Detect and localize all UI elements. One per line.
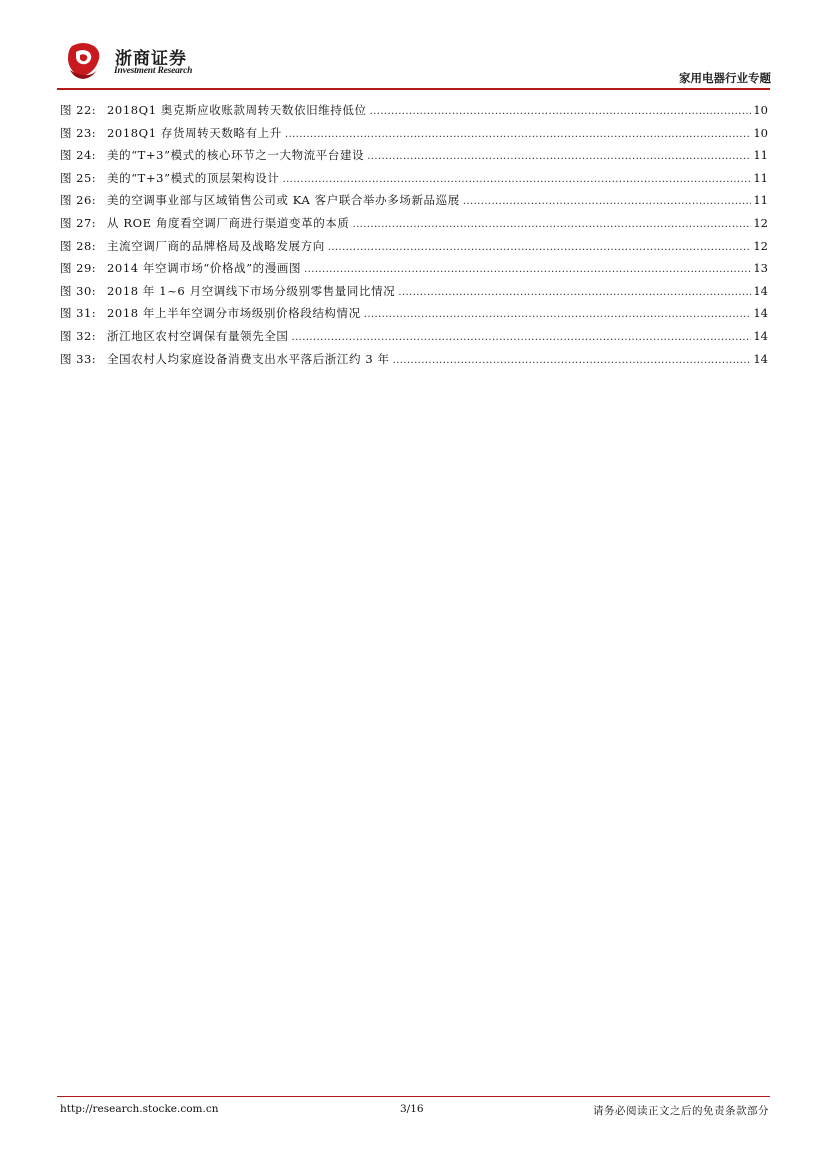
toc-entry[interactable]: [60, 260, 768, 283]
dot-leader: [364, 309, 752, 320]
toc-entry[interactable]: [60, 305, 768, 328]
figure-number: 图 26:: [60, 193, 97, 208]
toc-entry[interactable]: [60, 125, 768, 148]
footer-divider: [57, 1096, 770, 1097]
page-number: 10: [753, 125, 768, 140]
page-number: 12: [753, 215, 768, 230]
page-number: 14: [753, 306, 768, 321]
page-number: 14: [753, 328, 768, 343]
toc-entry[interactable]: [60, 351, 768, 374]
logo-english-name: Investment Research: [114, 66, 193, 76]
page-number: 11: [753, 170, 768, 185]
figure-title: 2018Q1 奥克斯应收账款周转天数依旧维持低位: [107, 103, 367, 117]
page-number: 11: [753, 193, 768, 208]
figure-number: 图 24:: [60, 148, 97, 163]
figure-title: 全国农村人均家庭设备消费支出水平落后浙江约 3 年: [107, 351, 390, 366]
figure-title: 2018 年上半年空调分市场级别价格段结构情况: [107, 306, 361, 321]
dot-leader: [398, 287, 751, 298]
figure-number: 图 33:: [60, 351, 97, 366]
toc-entry[interactable]: [60, 215, 768, 238]
figure-title: 美的空调事业部与区域销售公司或 KA 客户联合举办多场新品巡展: [107, 193, 460, 208]
page-header: [0, 0, 827, 96]
footer-page-number: 3/16: [400, 1103, 424, 1115]
footer-disclaimer: 请务必阅读正文之后的免责条款部分: [593, 1105, 769, 1117]
dot-leader: [463, 196, 752, 207]
figure-title: 从 ROE 角度看空调厂商进行渠道变革的本质: [107, 215, 350, 230]
toc-entry[interactable]: [60, 192, 768, 215]
dot-leader: [353, 219, 752, 230]
figure-title: 2014 年空调市场“价格战”的漫画图: [107, 261, 302, 276]
page-number: 12: [753, 238, 768, 253]
toc-entry[interactable]: [60, 238, 768, 261]
dot-leader: [285, 129, 751, 140]
zheshang-logo-icon: [64, 40, 102, 80]
figure-number: 图 32:: [60, 328, 97, 343]
toc-entry[interactable]: [60, 328, 768, 351]
toc-entry[interactable]: [60, 102, 768, 125]
page-number: 11: [753, 148, 768, 163]
figure-number: 图 27:: [60, 215, 97, 230]
dot-leader: [328, 242, 752, 253]
dot-leader: [282, 174, 751, 185]
dot-leader: [304, 264, 751, 275]
footer-website-link[interactable]: http://research.stocke.com.cn: [60, 1103, 219, 1115]
figure-title: 美的“T+3”模式的顶层架构设计: [107, 170, 280, 185]
page-number: 14: [753, 283, 768, 298]
report-title: 家用电器行业专题: [679, 71, 771, 85]
figure-number: 图 28:: [60, 238, 97, 253]
figure-number: 图 23:: [60, 125, 97, 140]
header-divider: [57, 88, 770, 90]
toc-entry[interactable]: [60, 170, 768, 193]
figure-number: 图 25:: [60, 170, 97, 185]
figure-title: 浙江地区农村空调保有量领先全国: [107, 328, 289, 343]
page-number: 14: [753, 351, 768, 366]
toc-entry[interactable]: [60, 283, 768, 306]
figure-title: 美的“T+3”模式的核心环节之一大物流平台建设: [107, 148, 365, 163]
figure-title: 2018Q1 存货周转天数略有上升: [107, 125, 282, 140]
logo-chinese-name: 浙商证券: [115, 49, 187, 69]
dot-leader: [292, 332, 752, 343]
dot-leader: [367, 151, 751, 162]
figure-title: 主流空调厂商的品牌格局及战略发展方向: [107, 238, 325, 253]
figure-number: 图 30:: [60, 283, 97, 298]
page-number: 13: [753, 261, 768, 276]
figure-number: 图 22:: [60, 103, 97, 117]
figure-number: 图 31:: [60, 306, 97, 321]
dot-leader: [370, 106, 752, 117]
figure-number: 图 29:: [60, 261, 97, 276]
figure-index-list: [60, 102, 768, 373]
toc-entry[interactable]: [60, 147, 768, 170]
dot-leader: [393, 355, 752, 366]
figure-title: 2018 年 1~6 月空调线下市场分级别零售量同比情况: [107, 283, 396, 298]
page-number: 10: [753, 103, 768, 117]
